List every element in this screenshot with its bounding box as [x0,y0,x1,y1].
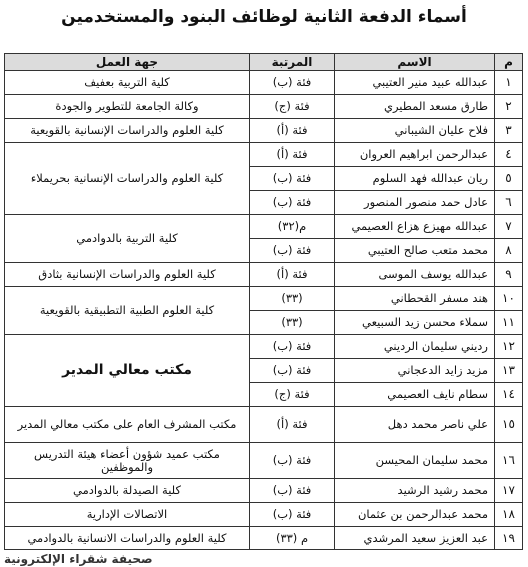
row-dept: كلية العلوم والدراسات الإنسانية بالقويعية [5,119,250,143]
row-num: ٧ [495,215,523,239]
row-name: عبدالرحمن ابراهيم العروان [335,143,495,167]
row-num: ١٧ [495,479,523,503]
row-rank: فئة (ب) [250,335,335,359]
row-rank: فئة (ب) [250,359,335,383]
row-dept: الاتصالات الإدارية [5,503,250,527]
row-dept: مكتب معالي المدير [5,335,250,407]
row-rank: (٣٣) [250,311,335,335]
table-row [5,119,523,143]
row-rank: فئة (أ) [250,263,335,287]
row-rank: فئة (أ) [250,119,335,143]
row-dept: كلية الصيدلة بالدوادمي [5,479,250,503]
row-rank: فئة (ب) [250,479,335,503]
header-num: م [495,54,523,71]
row-rank: فئة (ب) [250,167,335,191]
row-num: ١٨ [495,503,523,527]
row-num: ١٣ [495,359,523,383]
row-name: هند مسفر القحطاني [335,287,495,311]
row-dept: كلية العلوم والدراسات الانسانية بالدوادمي [5,527,250,550]
row-dept: كلية العلوم الطبية التطبيقية بالقويعية [5,287,250,335]
row-dept: وكالة الجامعة للتطوير والجودة [5,95,250,119]
table-row [5,335,523,359]
row-dept: كلية العلوم والدراسات الإنسانية بثادق [5,263,250,287]
row-num: ٤ [495,143,523,167]
row-num: ١٢ [495,335,523,359]
table-row [5,263,523,287]
row-name: عبدالله عبيد منير العتيبي [335,71,495,95]
row-rank: م(٣٢) [250,215,335,239]
row-name: رديني سليمان الرديني [335,335,495,359]
row-name: مزيد زايد الدعجاني [335,359,495,383]
row-num: ٣ [495,119,523,143]
row-name: فلاح عليان الشيباني [335,119,495,143]
table-row [5,443,523,479]
row-name: محمد سليمان المحيسن [335,443,495,479]
row-name: عادل حمد منصور المنصور [335,191,495,215]
row-name: محمد رشيد الرشيد [335,479,495,503]
row-num: ١٩ [495,527,523,550]
row-dept: مكتب المشرف العام على مكتب معالي المدير [5,407,250,443]
row-num: ٩ [495,263,523,287]
row-name: محمد متعب صالح العتيبي [335,239,495,263]
row-rank: فئة (ب) [250,71,335,95]
table-row [5,407,523,443]
row-name: عبد العزيز سعيد المرشدي [335,527,495,550]
row-rank: فئة (ب) [250,503,335,527]
row-name: سطام نايف العصيمي [335,383,495,407]
row-rank: م (٣٣) [250,527,335,550]
row-num: ١٦ [495,443,523,479]
header-name: الاسم [335,54,495,71]
row-rank: فئة (ج) [250,95,335,119]
row-num: ٦ [495,191,523,215]
row-dept: كلية العلوم والدراسات الإنسانية بحريملاء [5,143,250,215]
header-row [5,54,523,71]
header-dept: جهة العمل [5,54,250,71]
table-row [5,95,523,119]
row-name: عبدالله مهيزع هزاع العصيمي [335,215,495,239]
row-rank: فئة (ب) [250,191,335,215]
header-rank: المرتبة [250,54,335,71]
table-row [5,71,523,95]
row-num: ٢ [495,95,523,119]
table-row [5,287,523,311]
page-title: أسماء الدفعة الثانية لوظائف البنود والمستخدمين [61,7,467,27]
table-row [5,503,523,527]
row-rank: فئة (أ) [250,143,335,167]
table-row [5,143,523,167]
row-rank: فئة (أ) [250,407,335,443]
row-rank: فئة (ب) [250,239,335,263]
row-dept: مكتب عميد شؤون أعضاء هيئة التدريس والموظفين [5,443,250,479]
row-dept: كلية التربية بعفيف [5,71,250,95]
watermark: صحيفة شقراء الإلكترونية [4,552,153,566]
row-name: ريان عبدالله فهد السلوم [335,167,495,191]
row-name: علي ناصر محمد دهل [335,407,495,443]
row-rank: (٣٣) [250,287,335,311]
row-num: ١٥ [495,407,523,443]
row-num: ٨ [495,239,523,263]
row-num: ١٠ [495,287,523,311]
row-rank: فئة (ب) [250,443,335,479]
row-rank: فئة (ج) [250,383,335,407]
row-name: طارق مسعد المطيري [335,95,495,119]
row-name: سملاء محسن زيد السبيعي [335,311,495,335]
row-num: ١١ [495,311,523,335]
row-name: محمد عبدالرحمن بن عثمان [335,503,495,527]
table-row [5,527,523,550]
employees-table [4,53,523,550]
table-row [5,215,523,239]
row-dept: كلية التربية بالدوادمي [5,215,250,263]
row-num: ١ [495,71,523,95]
row-name: عبدالله يوسف الموسى [335,263,495,287]
table-row [5,479,523,503]
row-num: ٥ [495,167,523,191]
row-num: ١٤ [495,383,523,407]
